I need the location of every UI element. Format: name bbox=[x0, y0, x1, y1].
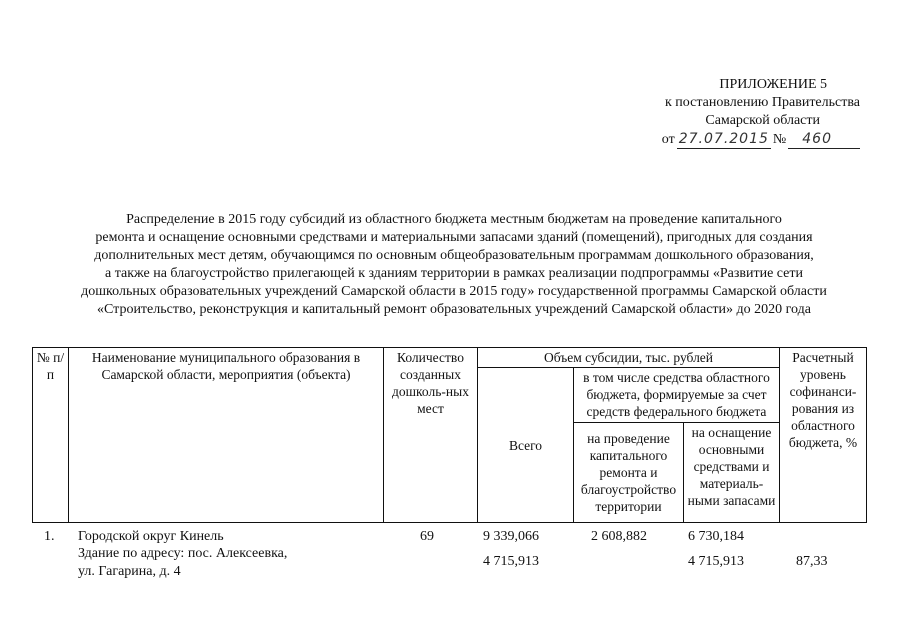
header-level: Расчетный уровень софинанси-рования из областного бюджета, % bbox=[780, 348, 867, 523]
row1-equip: 6 730,184 bbox=[688, 529, 744, 544]
row1-name: Городской округ Кинель bbox=[78, 529, 224, 544]
subsidy-table bbox=[32, 347, 867, 523]
header-total: Всего bbox=[478, 368, 574, 523]
heading-line: а также на благоустройство прилегающей к зданиям территории в рамках реализации подпрограммы «Развитие сети bbox=[105, 266, 803, 281]
row2-total: 4 715,913 bbox=[483, 554, 539, 569]
row1-total: 9 339,066 bbox=[483, 529, 539, 544]
header-repair: на проведение капитального ремонта и благоустройство территории bbox=[574, 423, 684, 523]
header-name: Наименование муниципального образования в Самарской области, мероприятия (объекта) bbox=[69, 348, 384, 523]
heading-line: ремонта и оснащение основными средствами и материальными запасами зданий (помещений), пригодных для создания bbox=[95, 230, 813, 245]
heading-line: дополнительных мест детям, обучающимся по основным общеобразовательным программам дошкольного образования, bbox=[94, 248, 814, 263]
header-subsidy: Объем субсидии, тыс. рублей bbox=[478, 348, 780, 368]
row2-level: 87,33 bbox=[796, 554, 828, 569]
heading-line: «Строительство, реконструкция и капитальный ремонт образовательных учреждений Самарской области» до 2020 года bbox=[97, 302, 811, 317]
header-federal: в том числе средства областного бюджета, формируемые за счет средств федерального бюджета bbox=[574, 368, 780, 423]
heading-line: дошкольных образовательных учреждений Самарской области в 2015 году» государственной программы Самарской области bbox=[81, 284, 827, 299]
appendix-region: Самарской области bbox=[705, 113, 820, 128]
heading-line: Распределение в 2015 году субсидий из областного бюджета местным бюджетам на проведение капитального bbox=[126, 212, 782, 227]
appendix-title: ПРИЛОЖЕНИЕ 5 bbox=[719, 77, 827, 92]
date-prefix: от bbox=[661, 132, 675, 147]
appendix-date-number bbox=[662, 130, 860, 149]
row1-num: 1. bbox=[44, 529, 55, 544]
row2-name-line2: ул. Гагарина, д. 4 bbox=[78, 564, 181, 579]
document-heading bbox=[28, 211, 880, 319]
handwritten-date: 27.07.2015 bbox=[678, 131, 769, 147]
row1-places: 69 bbox=[420, 529, 434, 544]
header-num: № п/п bbox=[33, 348, 69, 523]
header-equip: на оснащение основными средствами и материаль-ными запасами bbox=[684, 423, 780, 523]
appendix-block bbox=[560, 76, 860, 149]
row2-equip: 4 715,913 bbox=[688, 554, 744, 569]
header-places: Количество созданных дошколь-ных мест bbox=[384, 348, 478, 523]
number-prefix: № bbox=[772, 132, 787, 147]
handwritten-number: 460 bbox=[788, 130, 860, 149]
row1-repair: 2 608,882 bbox=[591, 529, 647, 544]
row2-name-line1: Здание по адресу: пос. Алексеевка, bbox=[78, 546, 288, 561]
appendix-resolution: к постановлению Правительства bbox=[664, 95, 860, 110]
